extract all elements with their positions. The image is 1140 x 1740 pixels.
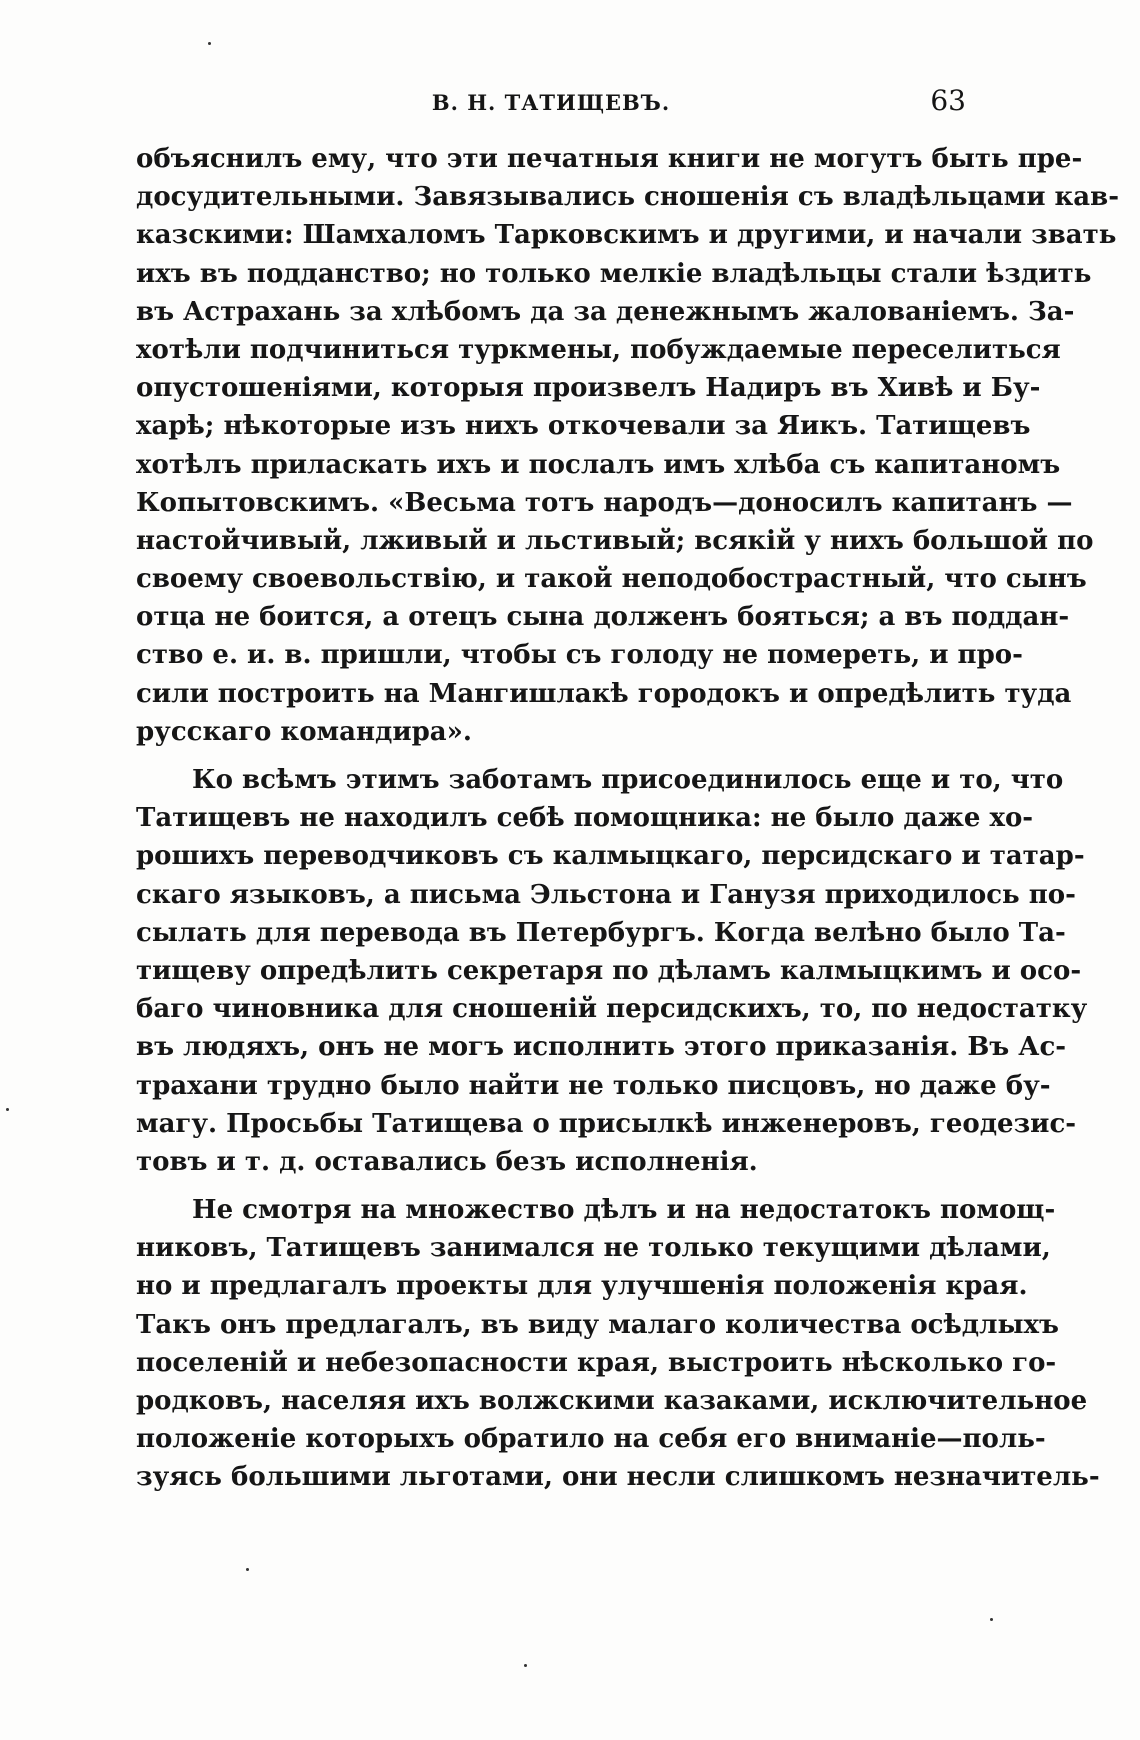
text-line: въ людяхъ, онъ не могъ исполнить этого приказанія. Въ Ас-	[136, 1032, 1067, 1063]
text-line: досудительными. Завязывались сношенія съ владѣльцами кав-	[136, 182, 1120, 213]
text-line: Ко всѣмъ этимъ заботамъ присоединилось еще и то, что	[192, 765, 1064, 795]
text-line: казскими: Шамхаломъ Тарковскимъ и другими, и начали звать	[136, 220, 1117, 251]
page-number: 63	[930, 84, 966, 117]
text-line: тищеву опредѣлить секретаря по дѣламъ калмыцкимъ и осо-	[136, 955, 1082, 986]
text-line: родковъ, населяя ихъ волжскими казаками, исключительное	[136, 1386, 1088, 1416]
paragraph	[136, 140, 1120, 751]
text-line: настойчивый, лживый и льстивый; всякій у нихъ большой по	[136, 525, 1094, 556]
text-line: положеніе которыхъ обратило на себя его вниманіе—поль-	[136, 1424, 1046, 1455]
text-line: Такъ онъ предлагалъ, въ виду малаго количества осѣдлыхъ	[136, 1309, 1059, 1340]
text-line: поселеній и небезопасности края, выстроить нѣсколько го-	[136, 1347, 1057, 1378]
text-line: отца не боится, а отецъ сына долженъ бояться; а въ поддан-	[136, 602, 1070, 633]
paragraph	[136, 761, 1088, 1181]
text-line: зуясь большими льготами, они несли слишкомъ незначитель-	[136, 1462, 1100, 1493]
text-line: Копытовскимъ. «Весьма тотъ народъ—доносилъ капитанъ —	[136, 487, 1073, 518]
text-line: хотѣли подчиниться туркмены, побуждаемые переселиться	[136, 334, 1061, 365]
scan-speck	[246, 1568, 249, 1571]
text-line: Не смотря на множество дѣлъ и на недостатокъ помощ-	[192, 1195, 1056, 1226]
text-line: сили построить на Мангишлакѣ городокъ и опредѣлить туда	[136, 678, 1072, 709]
text-line: магу. Просьбы Татищева о присылкѣ инженеровъ, геодезис-	[136, 1108, 1077, 1139]
text-line: харѣ; нѣкоторые изъ нихъ откочевали за Яикъ. Татищевъ	[136, 411, 1031, 442]
text-line: сылать для перевода въ Петербургъ. Когда велѣно было Та-	[136, 917, 1066, 948]
scan-speck	[208, 42, 211, 45]
text-line: баго чиновника для сношеній персидскихъ, то, по недостатку	[136, 994, 1088, 1025]
scan-speck	[990, 1618, 993, 1621]
paragraph-gap	[136, 1181, 966, 1191]
text-line: трахани трудно было найти не только писцовъ, но даже бу-	[136, 1070, 1051, 1101]
text-line: объяснилъ ему, что эти печатныя книги не могутъ быть пре-	[136, 144, 1083, 174]
text-line: но и предлагалъ проекты для улучшенія положенія края.	[136, 1271, 1028, 1302]
text-line: своему своевольствію, и такой неподобострастный, что сынъ	[136, 564, 1087, 595]
text-line: Татищевъ не находилъ себѣ помощника: не было даже хо-	[136, 803, 1034, 834]
text-line: скаго языковъ, а письма Эльстона и Ганузя приходилось по-	[136, 879, 1076, 910]
text-line: ихъ въ подданство; но только мелкіе владѣльцы стали ѣздить	[136, 258, 1092, 289]
text-line: рошихъ переводчиковъ съ калмыцкаго, персидскаго и татар-	[136, 841, 1085, 872]
text-line: ство е. и. в. пришли, чтобы съ голоду не помереть, и про-	[136, 640, 1023, 671]
text-line: опустошеніями, которыя произвелъ Надиръ въ Хивѣ и Бу-	[136, 373, 1041, 404]
text-line: хотѣлъ приласкать ихъ и послалъ имъ хлѣба съ капитаномъ	[136, 449, 1061, 480]
body-text	[136, 140, 1120, 1497]
paragraph-gap	[136, 751, 966, 761]
page-header	[136, 84, 966, 124]
text-line: русскаго командира».	[136, 716, 472, 747]
text-line: товъ и т. д. оставались безъ исполненія.	[136, 1146, 758, 1177]
paragraph	[136, 1191, 1100, 1497]
text-line: въ Астрахань за хлѣбомъ да за денежнымъ жалованіемъ. За-	[136, 296, 1075, 327]
scan-speck	[524, 1664, 527, 1667]
text-line: никовъ, Татищевъ занимался не только текущими дѣлами,	[136, 1233, 1051, 1264]
running-head: В. Н. ТАТИЩЕВЪ.	[431, 90, 671, 115]
scan-speck	[6, 1108, 9, 1111]
